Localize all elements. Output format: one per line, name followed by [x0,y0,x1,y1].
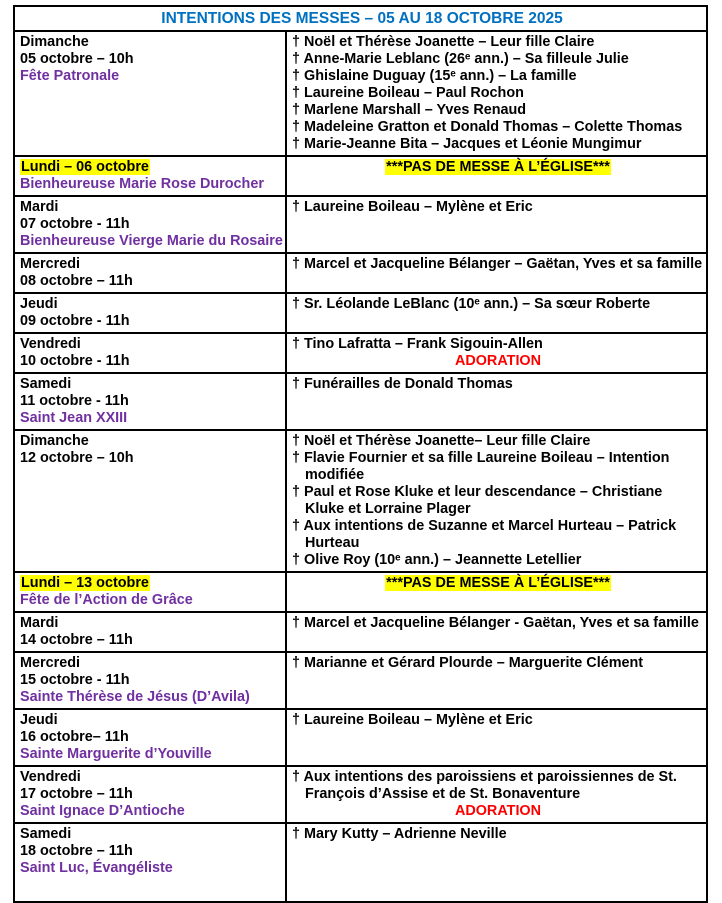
intention-line: † Marcel et Jacqueline Bélanger – Gaëtan, Yves et sa famille [292,256,703,272]
intentions-cell [286,253,707,293]
no-mass-notice [292,159,704,176]
intentions-cell [286,709,707,766]
intentions-cell [286,766,707,823]
day-line: 17 octobre – 11h [20,786,133,802]
intentions-cell [286,196,707,253]
adoration-label: ADORATION [454,803,542,819]
feast-name: Saint Jean XXIII [20,410,128,426]
intention-line: † Flavie Fournier et sa fille Laureine Boileau – Intention modifiée [292,450,670,483]
day-line: 05 octobre – 10h [20,51,134,67]
date-cell [14,333,286,373]
mass-table-body [14,31,707,902]
day-line: 07 octobre - 11h [20,216,130,232]
intention-line: † Noël et Thérèse Joanette– Leur fille Claire [292,433,591,449]
date-cell [14,31,286,156]
table-row [14,293,707,333]
table-row [14,572,707,612]
table-row [14,31,707,156]
intentions-cell [286,333,707,373]
intentions-cell [286,293,707,333]
feast-name: Saint Luc, Évangéliste [20,860,173,876]
date-cell [14,823,286,902]
intention-line: † Aux intentions des paroissiens et paroissiennes de St. François d’Assise et de St. Bonaventure [292,769,677,802]
intentions-cell [286,430,707,572]
no-mass-notice-text: ***PAS DE MESSE À L’ÉGLISE*** [386,159,610,175]
intentions-cell [286,612,707,652]
intention-line: † Marcel et Jacqueline Bélanger - Gaëtan, Yves et sa famille [292,615,699,631]
feast-name: Fête Patronale [20,68,120,84]
feast-name: Bienheureuse Vierge Marie du Rosaire [20,233,283,249]
adoration-label: ADORATION [454,353,542,369]
day-line: 09 octobre - 11h [20,313,130,329]
feast-name: Fête de l’Action de Grâce [20,592,193,608]
intention-line: † Sr. Léolande LeBlanc (10ᵉ ann.) – Sa sœur Roberte [292,296,651,312]
day-line: 11 octobre - 11h [20,393,129,409]
table-row [14,766,707,823]
intention-line: † Aux intentions de Suzanne et Marcel Hurteau – Patrick Hurteau [292,518,677,551]
date-highlight [20,159,283,176]
intention-line: † Laureine Boileau – Paul Rochon [292,85,524,101]
intention-line: † Marie-Jeanne Bita – Jacques et Léonie Mungimur [292,136,642,152]
day-line: 08 octobre – 11h [20,273,133,289]
feast-name: Bienheureuse Marie Rose Durocher [20,176,264,192]
day-line: Dimanche [20,433,89,449]
title-row [14,6,707,31]
intentions-cell [286,156,707,196]
date-cell [14,612,286,652]
day-line: Jeudi [20,296,58,312]
no-mass-notice [292,575,704,592]
date-cell [14,156,286,196]
table-row [14,333,707,373]
date-cell [14,293,286,333]
day-line: Dimanche [20,34,89,50]
date-highlight-text: Lundi – 13 octobre [21,575,149,591]
day-line: Samedi [20,376,72,392]
table-row [14,652,707,709]
intention-line: † Noël et Thérèse Joanette – Leur fille Claire [292,34,595,50]
table-row [14,253,707,293]
intention-line: † Tino Lafratta – Frank Sigouin-Allen [292,336,543,352]
intentions-cell [286,823,707,902]
date-cell [14,709,286,766]
date-cell [14,430,286,572]
table-row [14,709,707,766]
date-cell [14,253,286,293]
date-cell [14,572,286,612]
intentions-cell [286,572,707,612]
mass-intentions-table [13,5,708,903]
intention-line: † Paul et Rose Kluke et leur descendance – Christiane Kluke et Lorraine Plager [292,484,663,517]
page-title: INTENTIONS DES MESSES – 05 AU 18 OCTOBRE 2025 [14,6,707,31]
day-line: 10 octobre - 11h [20,353,130,369]
day-line: 18 octobre – 11h [20,843,133,859]
intention-line: † Madeleine Gratton et Donald Thomas – Colette Thomas [292,119,683,135]
table-row [14,430,707,572]
date-highlight-text: Lundi – 06 octobre [21,159,149,175]
day-line: Jeudi [20,712,58,728]
day-line: Vendredi [20,769,81,785]
intention-line: † Olive Roy (10ᵉ ann.) – Jeannette Letellier [292,552,582,568]
intentions-cell [286,652,707,709]
feast-name: Sainte Marguerite d’Youville [20,746,212,762]
intentions-cell [286,373,707,430]
feast-name: Sainte Thérèse de Jésus (D’Avila) [20,689,250,705]
intention-line: † Marianne et Gérard Plourde – Marguerite Clément [292,655,644,671]
table-row [14,373,707,430]
intention-line: † Anne-Marie Leblanc (26ᵉ ann.) – Sa filleule Julie [292,51,629,67]
no-mass-notice-text: ***PAS DE MESSE À L’ÉGLISE*** [386,575,610,591]
table-row [14,823,707,902]
date-cell [14,196,286,253]
date-highlight [20,575,283,592]
date-cell [14,652,286,709]
day-line: Mercredi [20,655,80,671]
date-cell [14,766,286,823]
table-row [14,196,707,253]
intention-line: † Laureine Boileau – Mylène et Eric [292,712,533,728]
day-line: 12 octobre – 10h [20,450,134,466]
intention-line: † Laureine Boileau – Mylène et Eric [292,199,533,215]
day-line: Mercredi [20,256,80,272]
date-cell [14,373,286,430]
intention-line: † Ghislaine Duguay (15ᵉ ann.) – La famille [292,68,577,84]
day-line: Mardi [20,199,59,215]
day-line: Samedi [20,826,72,842]
day-line: Mardi [20,615,59,631]
intention-line: † Funérailles de Donald Thomas [292,376,513,392]
day-line: 15 octobre - 11h [20,672,130,688]
table-row [14,156,707,196]
day-line: 16 octobre– 11h [20,729,129,745]
table-row [14,612,707,652]
feast-name: Saint Ignace D’Antioche [20,803,185,819]
intention-line: † Marlene Marshall – Yves Renaud [292,102,527,118]
intentions-cell [286,31,707,156]
day-line: Vendredi [20,336,81,352]
intention-line: † Mary Kutty – Adrienne Neville [292,826,507,842]
day-line: 14 octobre – 11h [20,632,133,648]
